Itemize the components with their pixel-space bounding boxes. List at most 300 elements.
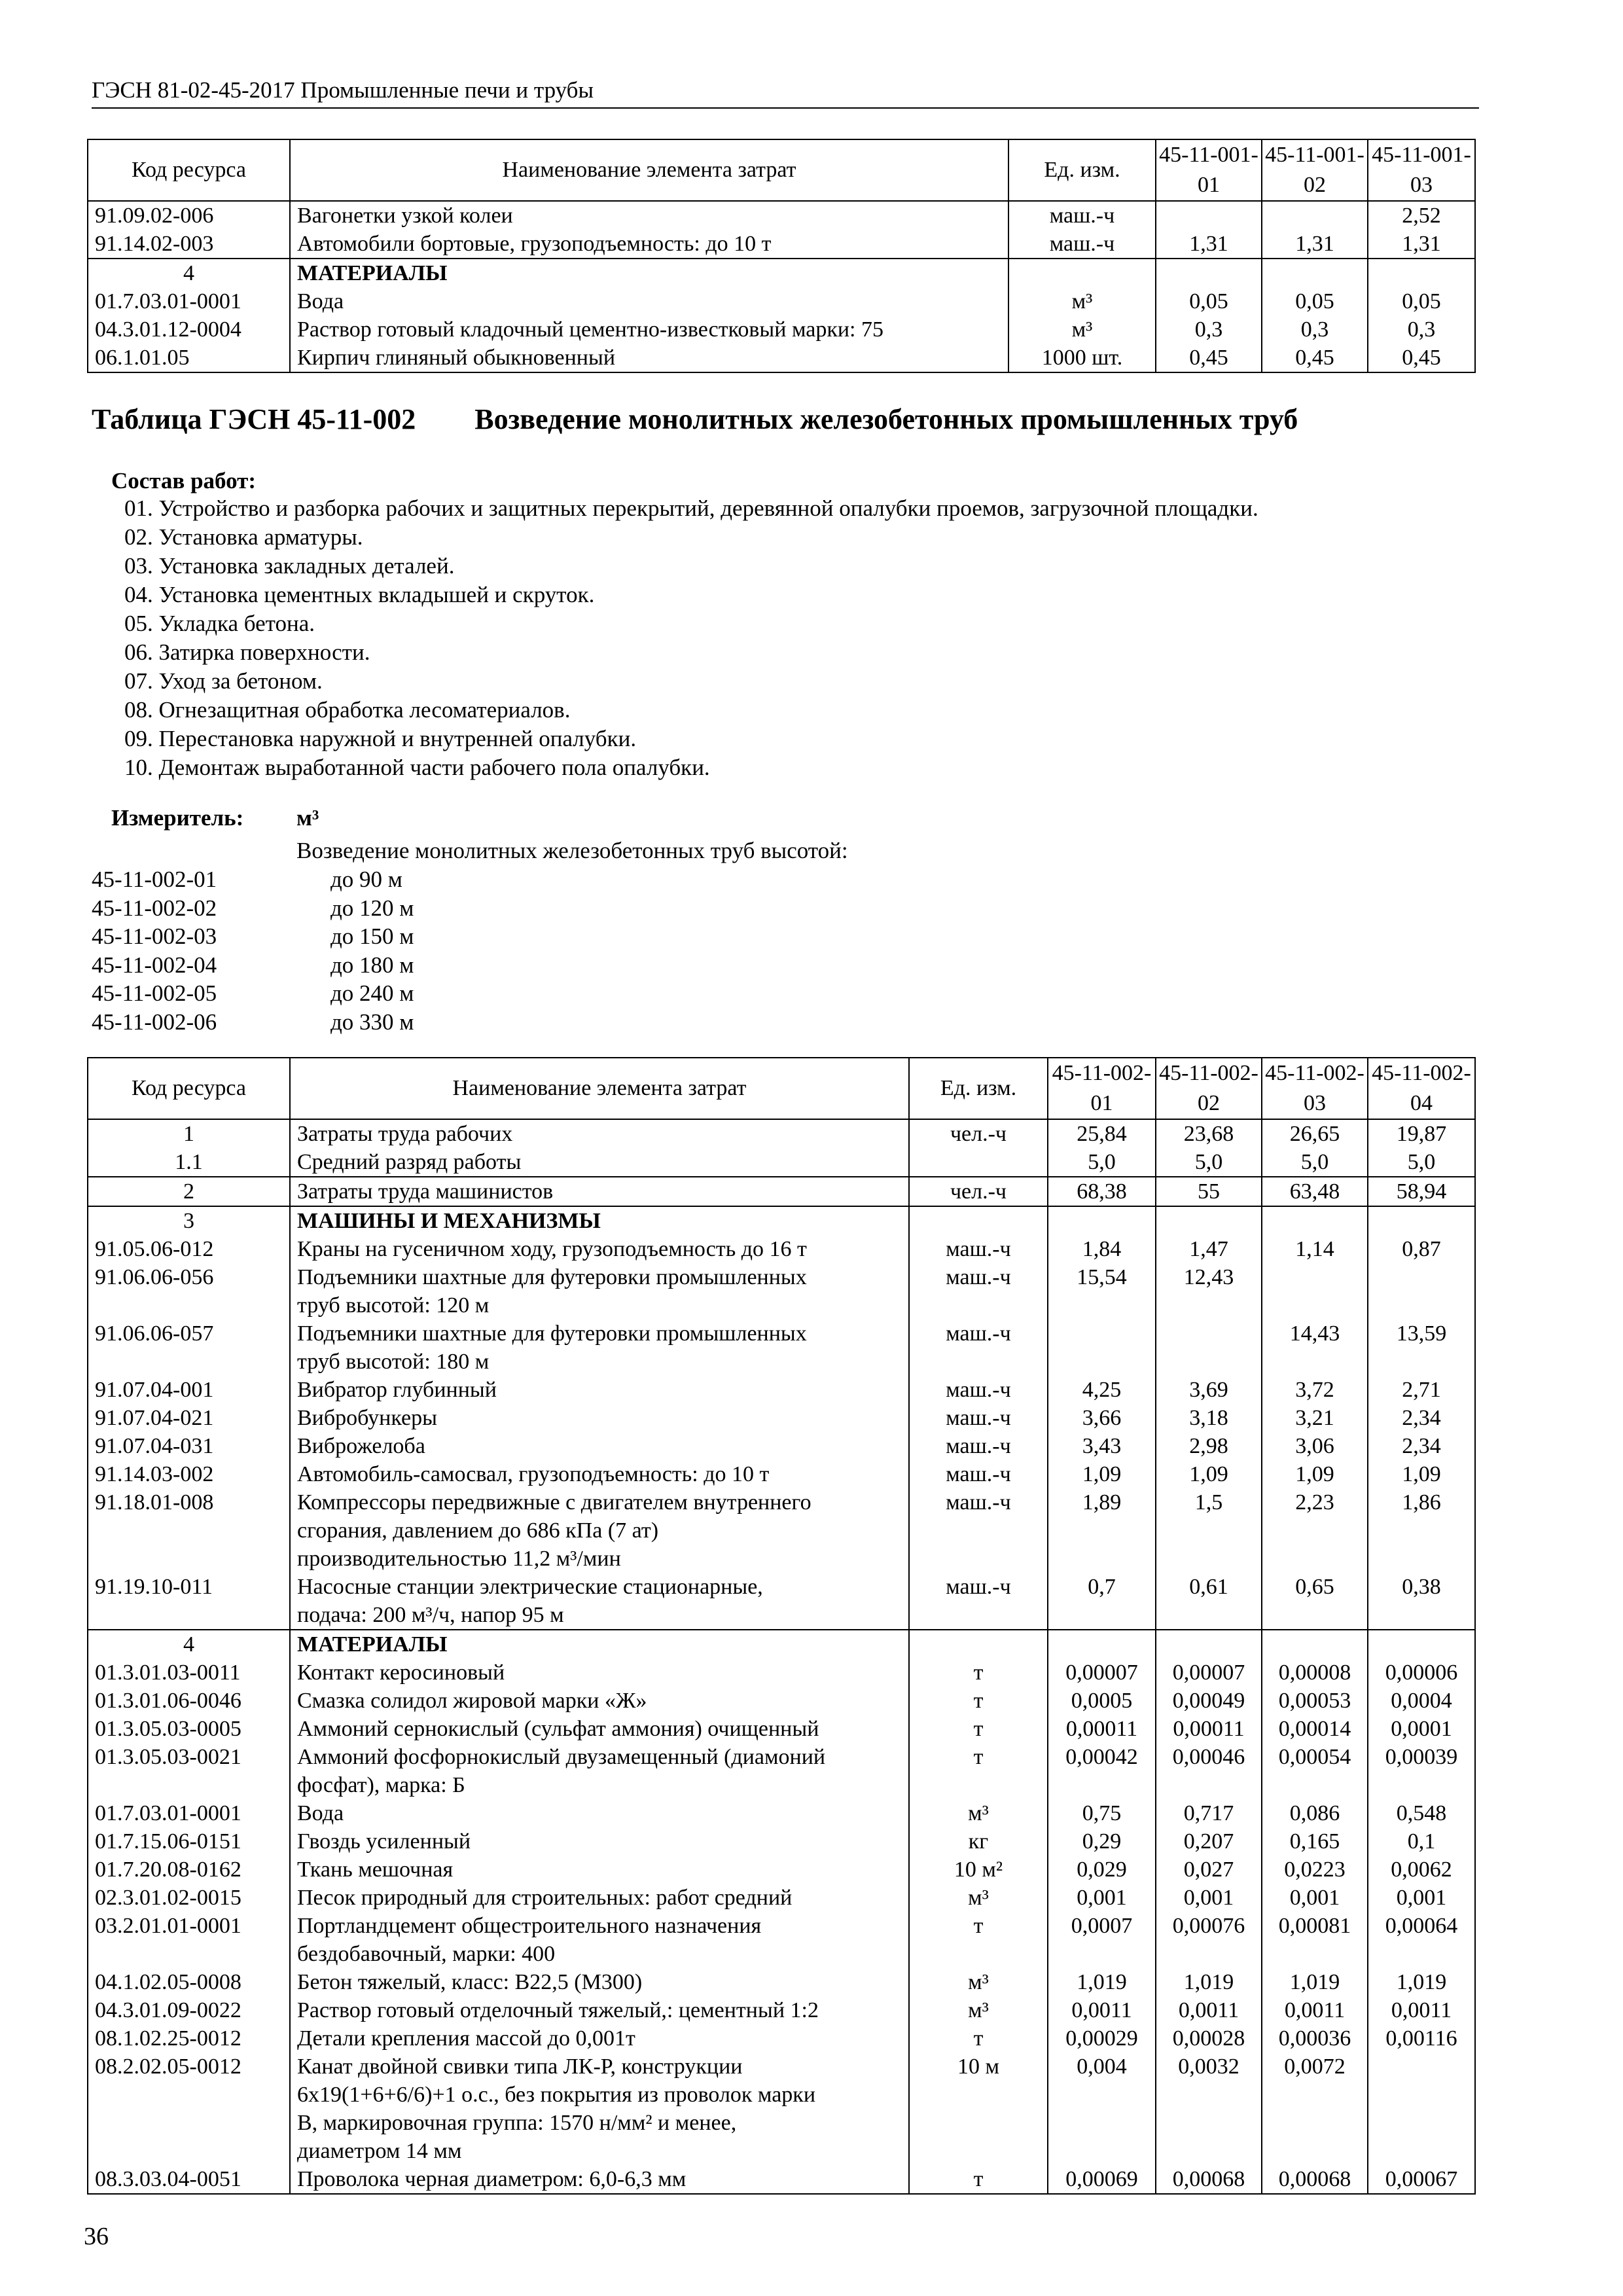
cell-name [290, 1743, 909, 1799]
cell-name [290, 1630, 909, 1659]
cell-unit: т [909, 1912, 1048, 1968]
cell-value: 2,23 [1262, 1488, 1368, 1573]
cell-name [290, 1206, 909, 1235]
cell-value [1368, 1206, 1475, 1235]
cell-unit: м³ [1008, 287, 1156, 315]
cell-unit: чел.-ч [909, 1177, 1048, 1206]
cell-name [290, 1799, 909, 1827]
cell-value [1048, 1630, 1156, 1659]
cell-name [290, 344, 1008, 372]
main-resource-table [87, 1057, 1476, 2195]
cell-name [290, 1912, 909, 1968]
cell-name-line: Автомобиль-самосвал, грузоподъемность: до 10 т [297, 1462, 770, 1486]
cell-value: 0,0004 [1368, 1687, 1475, 1715]
table-row [88, 1206, 1475, 1235]
cell-code: 04.3.01.12-0004 [88, 315, 290, 344]
cell-value: 0,00064 [1368, 1912, 1475, 1968]
table-row [88, 1177, 1475, 1206]
cell-unit: маш.-ч [909, 1235, 1048, 1263]
measure-description: Возведение монолитных железобетонных труб высотой: [296, 838, 848, 863]
cell-unit [909, 1206, 1048, 1235]
cell-name-line: Ткань мешочная [297, 1857, 454, 1882]
table-row [88, 1996, 1475, 2024]
cell-value: 0,00054 [1262, 1743, 1368, 1799]
cell-name-line: Средний разряд работы [297, 1150, 522, 1174]
table-row [88, 1235, 1475, 1263]
measure-item-code: 45-11-002-01 [92, 867, 217, 892]
cell-code: 91.06.06-056 [88, 1263, 290, 1319]
col-header: Код ресурса [88, 1058, 290, 1119]
cell-name-line: В, маркировочная группа: 1570 н/мм² и менее, [297, 2111, 737, 2135]
table-row [88, 230, 1475, 259]
cell-unit [1008, 259, 1156, 287]
cell-unit: т [909, 1687, 1048, 1715]
cell-name-line: МАТЕРИАЛЫ [297, 261, 448, 285]
cell-value: 0,00008 [1262, 1659, 1368, 1687]
cell-value: 3,06 [1262, 1432, 1368, 1460]
cell-value: 0,207 [1156, 1827, 1262, 1856]
cell-unit: маш.-ч [909, 1376, 1048, 1404]
cell-value [1262, 1206, 1368, 1235]
col-header: 45-11-002-02 [1156, 1058, 1262, 1119]
cell-value [1368, 1263, 1475, 1319]
table-row [88, 2165, 1475, 2194]
cell-name-line: Детали крепления массой до 0,001т [297, 2026, 635, 2051]
table-title-name: Возведение монолитных железобетонных промышленных труб [474, 403, 1298, 435]
cell-value [1048, 1319, 1156, 1376]
measure-item-code: 45-11-002-02 [92, 895, 217, 921]
cell-value: 0,029 [1048, 1856, 1156, 1884]
cell-value: 0,001 [1262, 1884, 1368, 1912]
cell-code: 01.3.01.06-0046 [88, 1687, 290, 1715]
cell-value: 3,72 [1262, 1376, 1368, 1404]
cell-name-line: Насосные станции электрические стационарные, [297, 1575, 763, 1599]
cell-unit: 1000 шт. [1008, 344, 1156, 372]
cell-value: 0,00007 [1156, 1659, 1262, 1687]
cell-code: 91.07.04-031 [88, 1432, 290, 1460]
cell-value: 1,31 [1262, 230, 1368, 259]
cell-name [290, 1488, 909, 1573]
cell-unit: маш.-ч [909, 1488, 1048, 1573]
cell-value: 0,00069 [1048, 2165, 1156, 2194]
cell-value: 68,38 [1048, 1177, 1156, 1206]
measure-unit: м³ [296, 805, 319, 831]
cell-value: 0,0007 [1048, 1912, 1156, 1968]
cell-value: 0,548 [1368, 1799, 1475, 1827]
cell-name-line: производительностью 11,2 м³/мин [297, 1547, 621, 1571]
table-row [88, 1912, 1475, 1968]
cell-name-line: Автомобили бортовые, грузоподъемность: до 10 т [297, 232, 772, 256]
cell-unit: м³ [909, 1996, 1048, 2024]
measure-item [92, 865, 414, 894]
table-row [88, 1827, 1475, 1856]
cell-name [290, 1119, 909, 1148]
cell-name [290, 315, 1008, 344]
cell-value: 0,00011 [1156, 1715, 1262, 1743]
cell-value: 0,00046 [1156, 1743, 1262, 1799]
cell-value: 58,94 [1368, 1177, 1475, 1206]
cell-value: 1,019 [1156, 1968, 1262, 1996]
measure-item [92, 894, 414, 923]
table-title [92, 403, 1531, 436]
table-row [88, 1460, 1475, 1488]
measure-item-text: до 330 м [330, 1009, 414, 1035]
composition-item: 04. Установка цементных вкладышей и скруток. [124, 582, 595, 607]
table-row [88, 1743, 1475, 1799]
cell-value: 3,43 [1048, 1432, 1156, 1460]
cell-name-line: труб высотой: 180 м [297, 1350, 490, 1374]
cell-value [1262, 201, 1368, 230]
cell-value: 0,001 [1048, 1884, 1156, 1912]
cell-unit: т [909, 2024, 1048, 2053]
cell-code: 01.3.05.03-0005 [88, 1715, 290, 1743]
composition-item: 01. Устройство и разборка рабочих и защитных перекрытий, деревянной опалубки проемов, загрузочной площадки. [124, 495, 1258, 521]
measure-item [92, 922, 414, 951]
cell-value: 26,65 [1262, 1119, 1368, 1148]
table-row [88, 2024, 1475, 2053]
table-row [88, 1799, 1475, 1827]
table-row [88, 259, 1475, 287]
table-row [88, 287, 1475, 315]
cell-code: 4 [88, 259, 290, 287]
cell-value [1156, 1206, 1262, 1235]
cell-value: 0,0223 [1262, 1856, 1368, 1884]
col-header: 45-11-002-01 [1048, 1058, 1156, 1119]
cell-value: 1,86 [1368, 1488, 1475, 1573]
cell-name-line: труб высотой: 120 м [297, 1293, 490, 1318]
cell-name-line: Виброжелоба [297, 1434, 425, 1458]
col-header: 45-11-001-03 [1368, 139, 1475, 201]
cell-value: 0,0011 [1048, 1996, 1156, 2024]
cell-value: 1,47 [1156, 1235, 1262, 1263]
cell-unit: маш.-ч [909, 1573, 1048, 1630]
cell-value: 0,05 [1262, 287, 1368, 315]
cell-unit: маш.-ч [909, 1432, 1048, 1460]
cell-value: 12,43 [1156, 1263, 1262, 1319]
cell-value: 1,84 [1048, 1235, 1156, 1263]
cell-unit: т [909, 1659, 1048, 1687]
cell-name [290, 1376, 909, 1404]
cell-value: 2,71 [1368, 1376, 1475, 1404]
cell-value: 3,69 [1156, 1376, 1262, 1404]
cell-value: 0,65 [1262, 1573, 1368, 1630]
cell-value: 1,09 [1262, 1460, 1368, 1488]
cell-value: 0,87 [1368, 1235, 1475, 1263]
cell-unit: т [909, 1715, 1048, 1743]
cell-value: 0,0005 [1048, 1687, 1156, 1715]
cell-value: 1,019 [1048, 1968, 1156, 1996]
cell-name-line: Вагонетки узкой колеи [297, 204, 513, 228]
table-row [88, 1376, 1475, 1404]
cell-value: 0,05 [1156, 287, 1262, 315]
cell-value: 1,019 [1262, 1968, 1368, 1996]
cell-value: 0,45 [1262, 344, 1368, 372]
cell-value: 0,75 [1048, 1799, 1156, 1827]
cell-value: 55 [1156, 1177, 1262, 1206]
cell-name-line: Подъемники шахтные для футеровки промышленных [297, 1321, 807, 1346]
cell-code: 04.1.02.05-0008 [88, 1968, 290, 1996]
cell-name [290, 1460, 909, 1488]
cell-name [290, 1148, 909, 1177]
cell-value: 1,5 [1156, 1488, 1262, 1573]
cell-name-line: 6х19(1+6+6/6)+1 о.с., без покрытия из проволок марки [297, 2083, 816, 2107]
cell-unit: м³ [909, 1884, 1048, 1912]
cell-name-line: Смазка солидол жировой марки «Ж» [297, 1689, 647, 1713]
cell-value [1156, 1630, 1262, 1659]
cell-value: 0,165 [1262, 1827, 1368, 1856]
cell-name [290, 1884, 909, 1912]
cell-unit: 10 м² [909, 1856, 1048, 1884]
table-row [88, 1488, 1475, 1573]
cell-code: 1 [88, 1119, 290, 1148]
cell-name-line: Затраты труда машинистов [297, 1179, 554, 1204]
cell-unit: т [909, 1743, 1048, 1799]
cell-name [290, 2024, 909, 2053]
cell-name [290, 1432, 909, 1460]
cell-value: 5,0 [1048, 1148, 1156, 1177]
cell-value: 0,00068 [1262, 2165, 1368, 2194]
cell-code: 91.09.02-006 [88, 201, 290, 230]
cell-value: 0,027 [1156, 1856, 1262, 1884]
composition-heading: Состав работ: [111, 468, 256, 493]
cell-value: 0,00042 [1048, 1743, 1156, 1799]
cell-unit: т [909, 2165, 1048, 2194]
col-header: Ед. изм. [909, 1058, 1048, 1119]
cell-value: 14,43 [1262, 1319, 1368, 1376]
cell-name [290, 259, 1008, 287]
cell-value: 0,3 [1156, 315, 1262, 344]
cell-value: 0,05 [1368, 287, 1475, 315]
measure-label: Измеритель: [111, 805, 244, 831]
cell-value: 0,3 [1262, 315, 1368, 344]
cell-unit: маш.-ч [909, 1460, 1048, 1488]
table-row [88, 2053, 1475, 2165]
cell-name-line: диаметром 14 мм [297, 2139, 462, 2163]
cell-value: 5,0 [1368, 1148, 1475, 1177]
cell-code: 01.3.01.03-0011 [88, 1659, 290, 1687]
col-header: 45-11-002-04 [1368, 1058, 1475, 1119]
composition-item: 02. Установка арматуры. [124, 524, 363, 550]
cell-name-line: Бетон тяжелый, класс: В22,5 (М300) [297, 1970, 643, 1994]
cell-value: 2,98 [1156, 1432, 1262, 1460]
cell-value: 4,25 [1048, 1376, 1156, 1404]
measure-item-code: 45-11-002-04 [92, 952, 217, 978]
cell-value: 3,21 [1262, 1404, 1368, 1432]
composition-item: 08. Огнезащитная обработка лесоматериалов. [124, 697, 571, 723]
cell-unit: маш.-ч [909, 1404, 1048, 1432]
cell-value [1048, 1206, 1156, 1235]
measure-item [92, 1008, 414, 1037]
cell-name [290, 1659, 909, 1687]
cell-value: 1,019 [1368, 1968, 1475, 1996]
cell-name [290, 1177, 909, 1206]
cell-value: 0,00081 [1262, 1912, 1368, 1968]
table-row [88, 1659, 1475, 1687]
table-row [88, 1715, 1475, 1743]
measure-item-code: 45-11-002-05 [92, 980, 217, 1006]
cell-name [290, 1263, 909, 1319]
table-row [88, 1404, 1475, 1432]
table-row [88, 1856, 1475, 1884]
cell-name-line: МАТЕРИАЛЫ [297, 1632, 448, 1657]
cell-value: 0,00116 [1368, 2024, 1475, 2053]
measure-item-text: до 120 м [330, 895, 414, 921]
measure-item-text: до 180 м [330, 952, 414, 978]
table-row [88, 1319, 1475, 1376]
cell-name-line: МАШИНЫ И МЕХАНИЗМЫ [297, 1209, 601, 1233]
cell-code: 04.3.01.09-0022 [88, 1996, 290, 2024]
composition-item: 05. Укладка бетона. [124, 611, 315, 636]
composition-item: 06. Затирка поверхности. [124, 639, 370, 665]
cell-name-line: сгорания, давлением до 686 кПа (7 ат) [297, 1518, 659, 1543]
top-table-header [88, 139, 1475, 201]
cell-value: 19,87 [1368, 1119, 1475, 1148]
cell-value: 1,09 [1048, 1460, 1156, 1488]
cell-value: 0,0011 [1156, 1996, 1262, 2024]
cell-value: 2,34 [1368, 1404, 1475, 1432]
col-header: 45-11-001-02 [1262, 139, 1368, 201]
cell-value [1156, 1319, 1262, 1376]
cell-name-line: Затраты труда рабочих [297, 1122, 513, 1146]
table-row [88, 1630, 1475, 1659]
cell-code: 08.1.02.25-0012 [88, 2024, 290, 2053]
cell-value: 0,00006 [1368, 1659, 1475, 1687]
cell-name [290, 1235, 909, 1263]
cell-value: 0,0011 [1262, 1996, 1368, 2024]
measure-item-text: до 150 м [330, 924, 414, 949]
col-header: 45-11-001-01 [1156, 139, 1262, 201]
cell-code: 1.1 [88, 1148, 290, 1177]
cell-value [1262, 259, 1368, 287]
cell-code: 06.1.01.05 [88, 344, 290, 372]
col-header: Наименование элемента затрат [290, 139, 1008, 201]
cell-code: 91.19.10-011 [88, 1573, 290, 1630]
cell-name [290, 287, 1008, 315]
cell-code: 91.14.02-003 [88, 230, 290, 259]
table-row [88, 1432, 1475, 1460]
cell-name [290, 230, 1008, 259]
table-row [88, 1119, 1475, 1148]
cell-value: 1,31 [1156, 230, 1262, 259]
cell-name-line: подача: 200 м³/ч, напор 95 м [297, 1603, 564, 1627]
cell-name [290, 2165, 909, 2194]
cell-unit: м³ [1008, 315, 1156, 344]
composition-item: 07. Уход за бетоном. [124, 668, 323, 694]
table-row [88, 1687, 1475, 1715]
cell-name-line: Аммоний фосфорнокислый двузамещенный (диамоний [297, 1745, 826, 1769]
running-header: ГЭСН 81-02-45-2017 Промышленные печи и трубы [92, 77, 1479, 109]
cell-value: 3,66 [1048, 1404, 1156, 1432]
cell-value: 1,09 [1368, 1460, 1475, 1488]
cell-name [290, 1856, 909, 1884]
table-title-number: Таблица ГЭСН 45-11-002 [92, 403, 416, 435]
cell-code: 08.2.02.05-0012 [88, 2053, 290, 2165]
cell-value: 0,086 [1262, 1799, 1368, 1827]
cell-unit: маш.-ч [1008, 230, 1156, 259]
measure-item-text: до 90 м [330, 867, 402, 892]
cell-value: 0,001 [1156, 1884, 1262, 1912]
main-table-header [88, 1058, 1475, 1119]
cell-code: 01.7.20.08-0162 [88, 1856, 290, 1884]
cell-value: 2,52 [1368, 201, 1475, 230]
table-row [88, 1573, 1475, 1630]
cell-name-line: Портландцемент общестроительного назначения [297, 1914, 762, 1938]
table-row [88, 1884, 1475, 1912]
cell-value: 5,0 [1156, 1148, 1262, 1177]
cell-value: 0,45 [1368, 344, 1475, 372]
cell-value: 0,45 [1156, 344, 1262, 372]
measure-item-code: 45-11-002-06 [92, 1009, 217, 1035]
col-header: Код ресурса [88, 139, 290, 201]
cell-value: 0,00068 [1156, 2165, 1262, 2194]
col-header: 45-11-002-03 [1262, 1058, 1368, 1119]
cell-name-line: Раствор готовый кладочный цементно-известковый марки: 75 [297, 317, 884, 342]
cell-value: 0,00007 [1048, 1659, 1156, 1687]
cell-value [1262, 1263, 1368, 1319]
cell-name [290, 1687, 909, 1715]
cell-value [1368, 2053, 1475, 2165]
cell-value: 3,18 [1156, 1404, 1262, 1432]
cell-unit: кг [909, 1827, 1048, 1856]
cell-name-line: Аммоний сернокислый (сульфат аммония) очищенный [297, 1717, 819, 1741]
cell-name [290, 201, 1008, 230]
cell-code: 91.07.04-021 [88, 1404, 290, 1432]
cell-unit: маш.-ч [1008, 201, 1156, 230]
cell-value: 0,00014 [1262, 1715, 1368, 1743]
cell-unit [909, 1630, 1048, 1659]
cell-name [290, 2053, 909, 2165]
cell-unit: маш.-ч [909, 1263, 1048, 1319]
table-row [88, 1263, 1475, 1319]
table-row [88, 315, 1475, 344]
composition-item: 03. Установка закладных деталей. [124, 553, 455, 579]
cell-code: 08.3.03.04-0051 [88, 2165, 290, 2194]
cell-name-line: бездобавочный, марки: 400 [297, 1942, 556, 1966]
cell-value: 0,00076 [1156, 1912, 1262, 1968]
cell-name [290, 1319, 909, 1376]
cell-value: 0,00029 [1048, 2024, 1156, 2053]
cell-name-line: Краны на гусеничном ходу, грузоподъемность до 16 т [297, 1237, 807, 1261]
cell-value: 0,00049 [1156, 1687, 1262, 1715]
table-row [88, 1148, 1475, 1177]
cell-name-line: Подъемники шахтные для футеровки промышленных [297, 1265, 807, 1289]
cell-value: 2,34 [1368, 1432, 1475, 1460]
cell-value [1156, 201, 1262, 230]
cell-name [290, 1404, 909, 1432]
cell-value: 1,09 [1156, 1460, 1262, 1488]
cell-value: 0,29 [1048, 1827, 1156, 1856]
cell-unit: м³ [909, 1968, 1048, 1996]
cell-value: 0,00028 [1156, 2024, 1262, 2053]
cell-name [290, 1827, 909, 1856]
cell-value: 25,84 [1048, 1119, 1156, 1148]
cell-code: 03.2.01.01-0001 [88, 1912, 290, 1968]
cell-name [290, 1996, 909, 2024]
cell-code: 4 [88, 1630, 290, 1659]
cell-value: 1,89 [1048, 1488, 1156, 1573]
cell-value: 0,0011 [1368, 1996, 1475, 2024]
table-row [88, 1968, 1475, 1996]
cell-code: 91.07.04-001 [88, 1376, 290, 1404]
cell-code: 91.06.06-057 [88, 1319, 290, 1376]
cell-name-line: Компрессоры передвижные с двигателем внутреннего [297, 1490, 812, 1515]
cell-value: 0,1 [1368, 1827, 1475, 1856]
cell-name-line: фосфат), марка: Б [297, 1773, 465, 1797]
cell-name [290, 1715, 909, 1743]
composition-item: 10. Демонтаж выработанной части рабочего пола опалубки. [124, 755, 710, 780]
measure-item-text: до 240 м [330, 980, 414, 1006]
cell-name [290, 1968, 909, 1996]
